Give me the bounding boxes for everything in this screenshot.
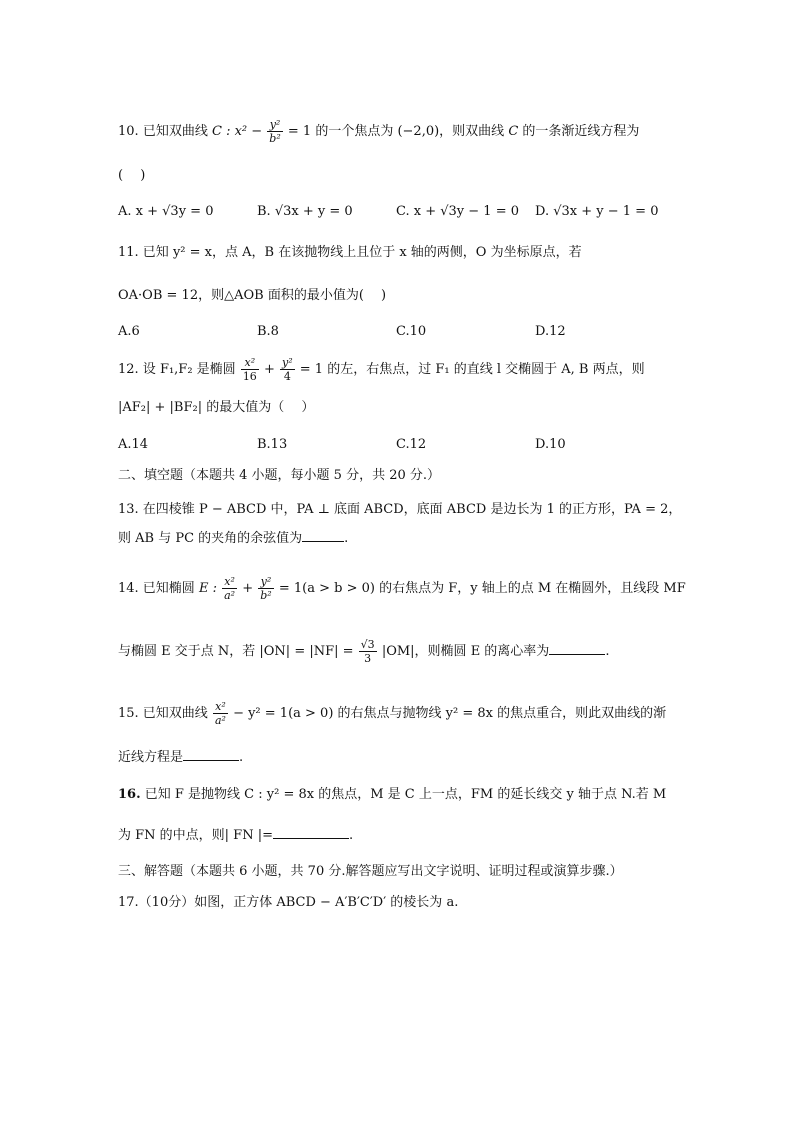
q14-fraction-1 xyxy=(222,575,237,602)
q12-f1-den: 16 xyxy=(242,370,257,383)
q14-f3-num: √3 xyxy=(360,638,375,651)
q12-option-c: C.12 xyxy=(396,437,427,452)
q10-fraction xyxy=(267,118,282,145)
q14-f3-den: 3 xyxy=(364,652,372,665)
q16-text: 已知 F 是抛物线 C : y² = 8x 的焦点，M 是 C 上一点，FM 的延长线交 y 轴于点 N.若 M xyxy=(144,787,667,802)
q10-option-b: B. √3x + y = 0 xyxy=(257,204,353,219)
q13-line1: 13. 在四棱锥 P − ABCD 中，PA ⊥ 底面 ABCD，底面 ABCD 是边长为 1 的正方形，PA = 2， xyxy=(118,502,682,517)
q10-pre: 已知双曲线 xyxy=(142,124,208,139)
q14-answer-blank xyxy=(549,642,605,655)
q13-answer-blank xyxy=(302,529,344,542)
q12-option-a: A.14 xyxy=(118,437,149,452)
q10-mid: 的一个焦点为 (−2,0)，则双曲线 xyxy=(315,124,505,139)
q16-text2: 为 FN 的中点，则| FN |= xyxy=(118,828,273,843)
q11-line2: OA·OB = 12，则△AOB 面积的最小值为( ) xyxy=(118,288,387,303)
q11-option-d: D.12 xyxy=(535,324,566,339)
q15-fraction xyxy=(213,700,228,727)
q12-f2-den: 4 xyxy=(283,370,291,383)
q16-answer-blank xyxy=(273,826,349,839)
section2-heading: 二、填空题（本题共 4 小题，每小题 5 分，共 20 分.） xyxy=(118,468,441,483)
q11-line1: 11. 已知 y² = x，点 A，B 在该抛物线上且位于 x 轴的两侧，O 为坐标原点，若 xyxy=(118,245,582,260)
q14-f2-num: y² xyxy=(258,575,273,589)
q12-fraction-1 xyxy=(241,356,259,383)
q16-end: . xyxy=(348,828,354,843)
q10-c: C xyxy=(508,124,519,139)
section3-heading: 三、解答题（本题共 6 小题，共 70 分.解答题应写出文字说明、证明过程或演算步骤.） xyxy=(118,864,623,879)
q12-line2: |AF₂| + |BF₂| 的最大值为（ ） xyxy=(118,400,315,415)
q10-option-d: D. √3x + y − 1 = 0 xyxy=(535,204,659,219)
q13-line2 xyxy=(118,529,348,549)
q12-fraction-2 xyxy=(280,356,295,383)
q12-option-d: D.10 xyxy=(535,437,566,452)
q15-f-num: x² xyxy=(213,700,228,714)
q10-eq-left: C : x² − xyxy=(211,124,263,139)
q15-answer-blank xyxy=(183,748,239,761)
q10-paren: ( ) xyxy=(118,168,146,183)
q14-f1-num: x² xyxy=(222,575,237,589)
q11-option-a: A.6 xyxy=(118,324,140,339)
q16-number: 16. xyxy=(118,787,141,802)
q15-pre: 15. 已知双曲线 xyxy=(118,706,208,721)
q14-e: E : xyxy=(198,581,217,596)
q12-f1-num: x² xyxy=(241,356,259,370)
q14-f2-den: b² xyxy=(260,589,272,602)
q14-line1 xyxy=(118,575,686,602)
q14-f1-den: a² xyxy=(224,589,236,602)
q10-post: 的一条渐近线方程为 xyxy=(522,124,640,139)
q15-f-den: a² xyxy=(214,714,226,727)
q14-plus: + xyxy=(242,581,254,596)
q12-option-b: B.13 xyxy=(257,437,288,452)
q14-line2-pre: 与椭圆 E 交于点 N，若 |ON| = |NF| = xyxy=(118,644,354,659)
q12-plus: + xyxy=(263,362,275,377)
q12-post: = 1 的左，右焦点，过 F₁ 的直线 l 交椭圆于 A, B 两点，则 xyxy=(299,362,645,377)
q15-line2 xyxy=(118,748,243,768)
q15-text: 近线方程是 xyxy=(118,750,184,765)
q15-end: . xyxy=(239,750,244,765)
q14-fraction-3 xyxy=(359,638,377,665)
q11-option-c: C.10 xyxy=(396,324,427,339)
q10-option-c: C. x + √3y − 1 = 0 xyxy=(396,204,519,219)
q14-post: = 1(a > b > 0) 的右焦点为 F，y 轴上的点 M 在椭圆外，且线段 MF xyxy=(278,581,686,596)
q14-end: . xyxy=(605,644,610,659)
q11-option-b: B.8 xyxy=(257,324,279,339)
q10-frac-den: b² xyxy=(269,132,281,145)
q10-frac-num: y² xyxy=(267,118,282,132)
q13-end: . xyxy=(344,531,349,546)
q14-line2-post: |OM|，则椭圆 E 的离心率为 xyxy=(381,644,550,659)
q10-eq-right: = 1 xyxy=(287,124,312,139)
q14-fraction-2 xyxy=(258,575,273,602)
q16-line1 xyxy=(118,785,666,805)
q15-line1 xyxy=(118,700,666,727)
q12-line1 xyxy=(118,356,645,383)
q14-pre: 14. 已知椭圆 xyxy=(118,581,195,596)
q16-line2 xyxy=(118,826,353,846)
q14-line2 xyxy=(118,638,609,665)
q12-f2-num: y² xyxy=(282,356,293,369)
q12-pre: 12. 设 F₁,F₂ 是椭圆 xyxy=(118,362,236,377)
q13-text: 则 AB 与 PC 的夹角的余弦值为 xyxy=(118,531,303,546)
q17-line1: 17.（10分）如图，正方体 ABCD − A′B′C′D′ 的棱长为 a. xyxy=(118,895,459,910)
q15-post: − y² = 1(a > 0) 的右焦点与抛物线 y² = 8x 的焦点重合，则此双曲线的渐 xyxy=(233,706,667,721)
q10-option-a: A. x + √3y = 0 xyxy=(118,204,214,219)
q10-number: 10. xyxy=(118,124,139,139)
q10-line1 xyxy=(118,118,639,145)
